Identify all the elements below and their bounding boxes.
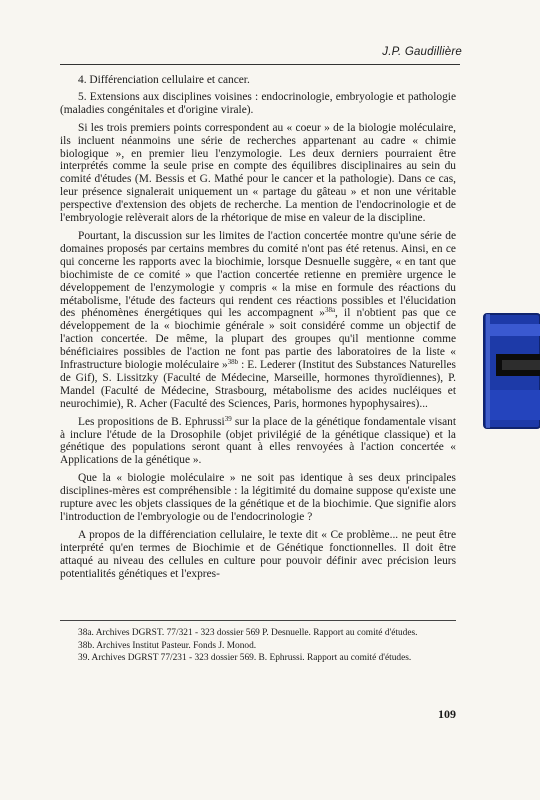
header-rule: [60, 64, 460, 65]
footnote-38a: 38a. Archives DGRST. 77/321 - 323 dossier 569 P. Desnuelle. Rapport au comité d'études.: [78, 628, 418, 638]
paragraph-ephrussi-part2: sur la place de la génétique fondamentale visant à inclure l'étude de la Drosophile (objet privilégié de la génétique classique) et la génétique des populations seront quant à elles renvoyées à l'action concertée « Applications de la génétique ».: [60, 415, 456, 467]
paragraph-limits-part2: , il n'obtient pas que ce développement de la « biochimie générale » soit considéré comme un objectif de l'action concertée. De même, la plupart des groupes qu'il mentionne comme bénéficiaires possibles de l'action ne font pas partie des laboratoires de la liste « Infrastructure biologie moléculaire »: [60, 307, 456, 372]
footnote-ref-39: 39: [224, 414, 232, 423]
footnote-39: 39. Archives DGRST 77/231 - 323 dossier 569. B. Ephrussi. Rapport au comité d'études.: [78, 653, 412, 664]
body-text: [60, 74, 456, 586]
footnote-38b: 38b. Archives Institut Pasteur. Fonds J. Monod.: [78, 640, 257, 651]
paragraph-ephrussi-part1: Les propositions de B. Ephrussi: [78, 415, 225, 428]
list-item-4: 4. Différenciation cellulaire et cancer.: [78, 74, 250, 86]
footnote-ref-38b: 38b: [227, 358, 239, 367]
paragraph-limits-part3: : E. Lederer (Institut des Substances Naturelles de Gif), S. Lissitzky (Faculté de Médecine, Marseille, hormones thyroïdiennes), P. Mandel (Faculté de Médecine, Strasbourg, métabolisme des acides nucléiques et neurochimie), R. Acher (Faculté des Sciences, Paris, hormones hypophysaires)...: [60, 359, 456, 410]
page-number: 109: [438, 707, 456, 721]
paragraph-differentiation: A propos de la différenciation cellulaire, le texte dit « Ce problème... ne peut être interprété qu'en termes de Biochimie et de Génétique fonctionnelles. Il doit être attaqué au niveau des cellules en culture pour pouvoir définir avec précision leurs potentialités génétiques et l'expres-: [60, 528, 456, 580]
footnote-rule: [60, 620, 456, 621]
footnotes: [60, 628, 456, 666]
paragraph-limits-part1: Pourtant, la discussion sur les limites de l'action concertée montre qu'une série de domaines proposés par certains membres du comité n'ont pas été retenus. Ainsi, en ce qui concerne les rapports avec la biochimie, lorsque Desnuelle suggère, « en tant que biochimiste de ce comité » que l'action concertée retienne en première urgence le développement de l'enzymologie y compris « la mise en formule des réactions du métabolisme, l'étude des facteurs qui rendent ces réactions possibles et l'élucidation des phénomènes énergétiques qui les accompagnent »: [60, 229, 456, 320]
blue-binder-clip-icon: [482, 310, 540, 432]
paragraph-scope: Si les trois premiers points correspondent au « coeur » de la biologie moléculaire, ils incluent néanmoins une série de recherches appartenant au cadre « chimie biologique », en premier lieu l'enzymologie. Les deux derniers pourraient être interprétés comme la seule prise en compte des équilibres disciplinaires au sein du comité d'études (M. Bessis et G. Mathé pour le cancer et la pathologie). Dans ce cas, leur présence signalerait uniquement un « partage du gâteau » et non une véritable perspective d'extension des objets de recherche. La mention de l'endocrinologie et de l'embryologie relèverait alors de la rhétorique de mise en valeur de la discipline.: [60, 121, 456, 225]
running-head-author: J.P. Gaudillière: [382, 46, 462, 58]
paragraph-limits: [60, 230, 456, 411]
footnote-ref-38a: 38a: [324, 306, 336, 315]
paragraph-ephrussi: [60, 416, 456, 468]
paragraph-molecular-biology: Que la « biologie moléculaire » ne soit pas identique à ses deux principales disciplines-mères est compréhensible : la légitimité du domaine suppose qu'existe une rupture avec les objets classiques de la génétique et de la biochimie. Que signifie alors l'introduction de l'embryologie ou de l'endocrinologie ?: [60, 472, 456, 523]
list-item-5: 5. Extensions aux disciplines voisines : endocrinologie, embryologie et pathologie (maladies congénitales et d'origine virale).: [60, 90, 456, 116]
